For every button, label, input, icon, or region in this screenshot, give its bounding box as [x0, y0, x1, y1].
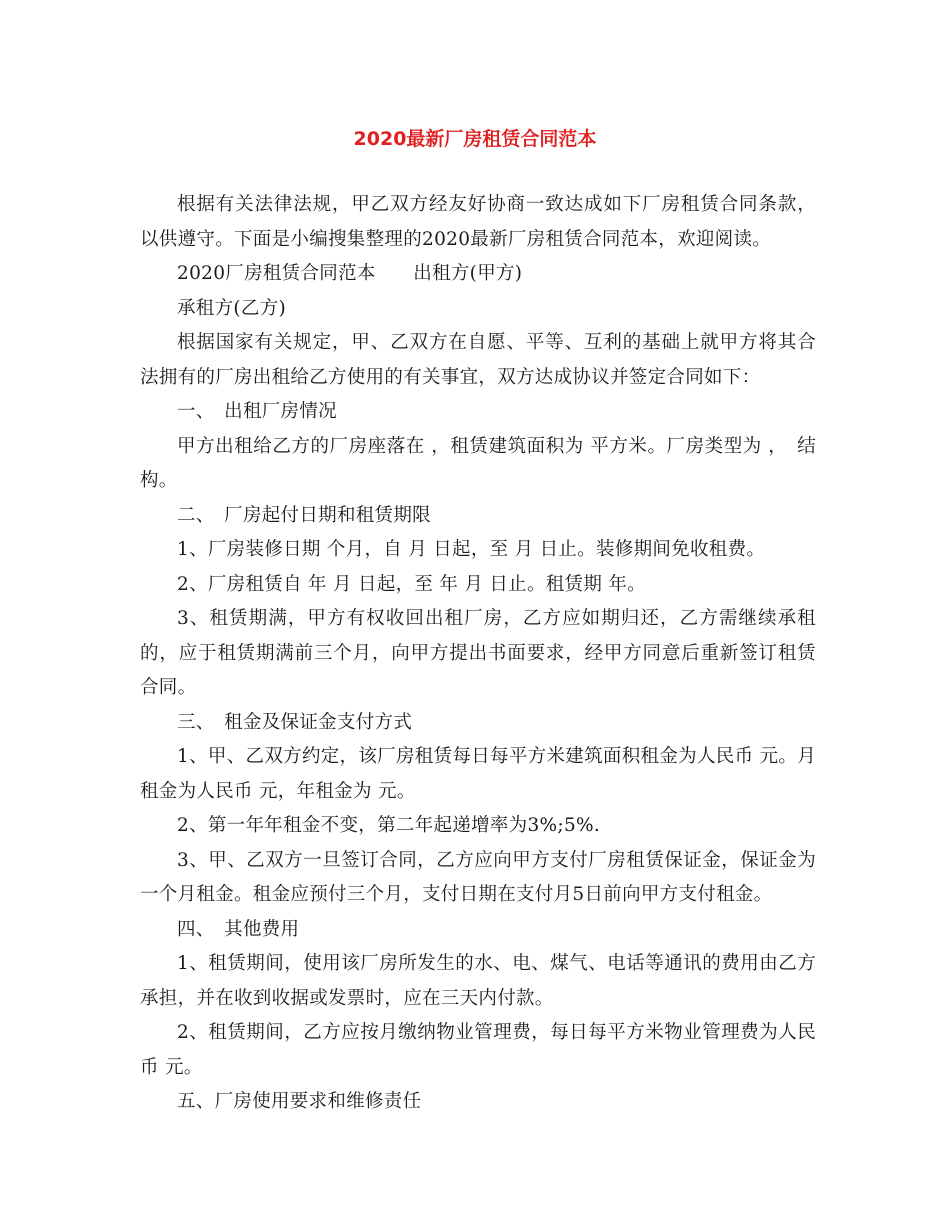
clause-3-1: 1、甲、乙双方约定，该厂房租赁每日每平方米建筑面积租金为人民币 元。月租金为人民币 元，年租金为 元。: [140, 746, 816, 802]
section-1-paragraph: 甲方出租给乙方的厂房座落在 ，租赁建筑面积为 平方米。厂房类型为 ， 结构。: [140, 435, 816, 491]
preamble-paragraph: 根据国家有关规定，甲、乙双方在自愿、平等、互利的基础上就甲方将其合法拥有的厂房出租给乙方使用的有关事宜，双方达成协议并签定合同如下：: [140, 332, 816, 388]
lessor-line: 2020厂房租赁合同范本 出租方(甲方): [177, 263, 523, 284]
document-body: [140, 188, 816, 1120]
section-heading-1: 一、 出租厂房情况: [177, 401, 337, 422]
clause-2-1: 1、厂房装修日期 个月，自 月 日起，至 月 日止。装修期间免收租费。: [177, 539, 766, 560]
section-heading-2: 二、 厂房起付日期和租赁期限: [177, 504, 431, 526]
intro-paragraph: 根据有关法律法规，甲乙双方经友好协商一致达成如下厂房租赁合同条款，以供遵守。下面是小编搜集整理的2020最新厂房租赁合同范本，欢迎阅读。: [140, 194, 816, 250]
section-heading-5: 五、厂房使用要求和维修责任: [177, 1091, 422, 1112]
clause-4-1: 1、租赁期间，使用该厂房所发生的水、电、煤气、电话等通讯的费用由乙方承担，并在收到收据或发票时，应在三天内付款。: [140, 953, 816, 1009]
section-heading-4: 四、 其他费用: [177, 918, 300, 940]
clause-2-2: 2、厂房租赁自 年 月 日起，至 年 月 日止。租赁期 年。: [177, 573, 646, 595]
clause-2-3: 3、租赁期满，甲方有权收回出租厂房，乙方应如期归还，乙方需继续承租的，应于租赁期满前三个月，向甲方提出书面要求，经甲方同意后重新签订租赁合同。: [140, 608, 816, 698]
clause-4-2: 2、租赁期间，乙方应按月缴纳物业管理费，每日每平方米物业管理费为人民币 元。: [140, 1022, 816, 1078]
clause-3-3: 3、甲、乙双方一旦签订合同，乙方应向甲方支付厂房租赁保证金，保证金为一个月租金。租金应预付三个月，支付日期在支付月5日前向甲方支付租金。: [140, 849, 816, 905]
lessee-line: 承租方(乙方): [177, 297, 287, 319]
section-heading-3: 三、 租金及保证金支付方式: [177, 711, 413, 733]
document-title: 2020最新厂房租赁合同范本: [353, 128, 597, 150]
clause-3-2: 2、第一年年租金不变，第二年起递增率为3%;5%.: [177, 815, 601, 836]
